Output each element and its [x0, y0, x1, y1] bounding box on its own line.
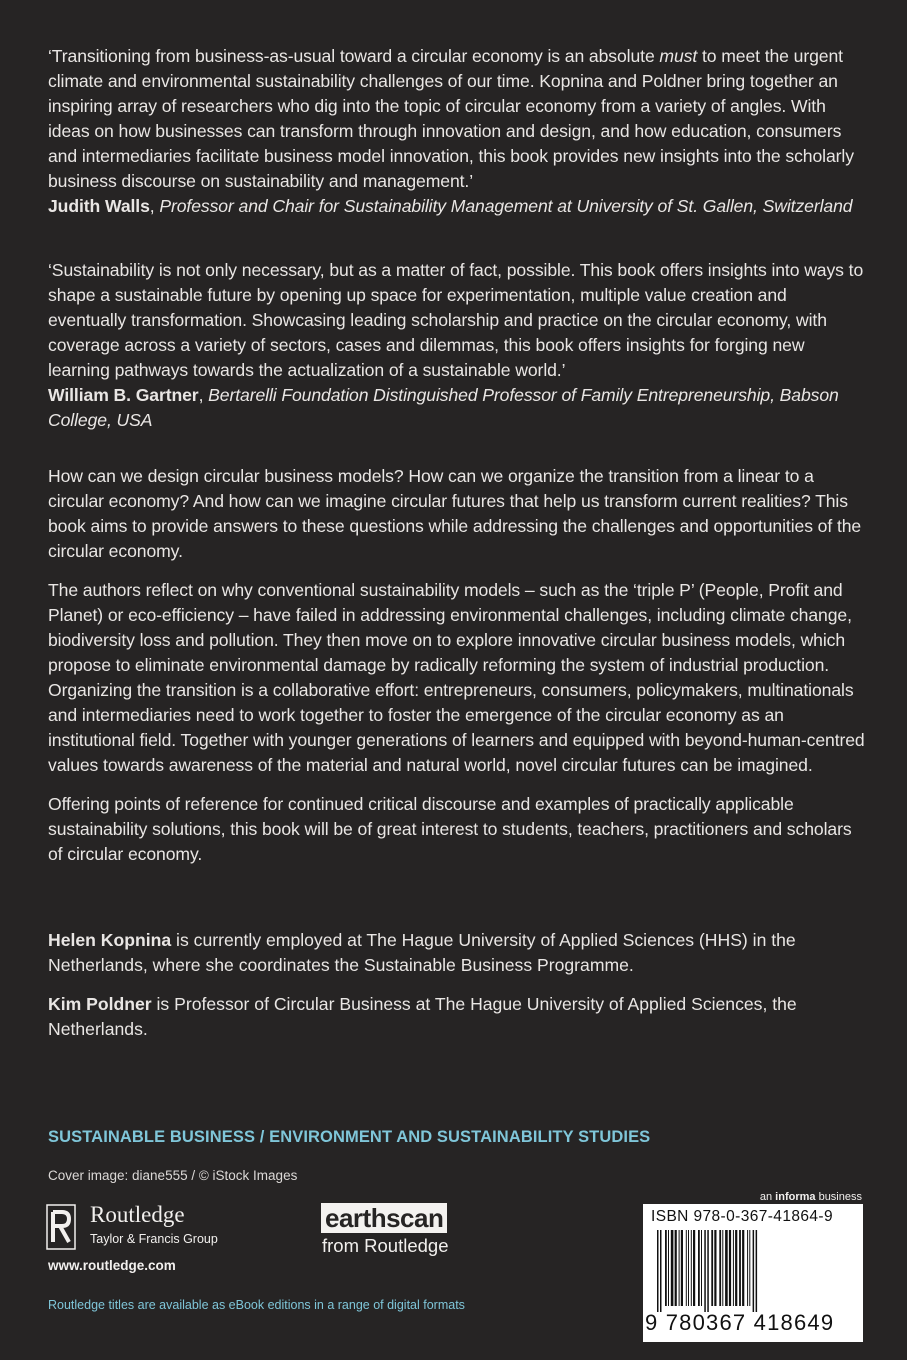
informa-prefix: an — [759, 1191, 776, 1203]
publisher-website[interactable]: www.routledge.com — [48, 1258, 176, 1273]
author-bio — [48, 928, 866, 978]
endorser-title: Professor and Chair for Sustainability Management at University of St. Gallen, Switzerland — [159, 196, 853, 216]
quote-text-start: ‘Transitioning from business-as-usual toward a circular economy is an absolute — [48, 46, 660, 66]
author-name: Helen Kopnina — [48, 930, 172, 950]
informa-suffix: business — [815, 1191, 862, 1203]
endorsement-quote-1 — [48, 44, 866, 219]
barcode-icon — [655, 1230, 855, 1312]
quote-text-end: to meet the urgent climate and environmental sustainability challenges of our time. Kopnina and Poldner bring together an inspiring array of researchers who dig into the topic of circular economy from a variety of angles. With ideas on how businesses can transform through innovation and design, and how education, consumers and intermediaries facilitate business model innovation, this book provides new insights into the scholarly business discourse on sustainability and management.’ — [48, 46, 854, 191]
isbn-label: ISBN 978-0-367-41864-9 — [651, 1208, 833, 1225]
description-paragraph: Offering points of reference for continued critical discourse and examples of practically applicable sustainability solutions, this book will be of great interest to students, teachers, practitioners and scholars of circular economy. — [48, 794, 852, 864]
endorsement-quote-2 — [48, 258, 866, 433]
quote-text: ‘Sustainability is not only necessary, but as a matter of fact, possible. This book offers insights into ways to shape a sustainable future by opening up space for experimentation, multiple value creation and eventually transformation. Showcasing leading scholarship and practice on the circular economy, with coverage across a variety of sectors, cases and dilemmas, this book offers insights for forging new learning pathways towards the actualization of a sustainable world.’ — [48, 260, 864, 380]
author-name: Kim Poldner — [48, 994, 152, 1014]
author-bios — [48, 928, 866, 1056]
earthscan-logo — [321, 1203, 481, 1259]
description-paragraph: The authors reflect on why conventional sustainability models – such as the ‘triple P’ (People, Profit and Planet) or eco-efficiency – have failed in addressing environmental challenges, including climate change, biodiversity loss and pollution. They then move on to explore innovative circular business models, which propose to eliminate environmental damage by radically reforming the system of industrial production. Organizing the transition is a collaborative effort: entrepreneurs, consumers, policymakers, multinationals and intermediaries need to work together to foster the emergence of the circular economy as an institutional field. Together with younger generations of learners and equipped with beyond-human-centred values towards awareness of the material and natural world, novel circular futures can be imagined. — [48, 580, 865, 775]
isbn-barcode — [643, 1204, 863, 1342]
author-bio-text: is currently employed at The Hague University of Applied Sciences (HHS) in the Netherlands, where she coordinates the Sustainable Business Programme. — [48, 930, 796, 975]
ebook-note: Routledge titles are available as eBook editions in a range of digital formats — [48, 1298, 465, 1312]
informa-brand: informa — [775, 1191, 816, 1203]
informa-tagline — [760, 1191, 862, 1203]
cover-image-credit: Cover image: diane555 / © iStock Images — [48, 1168, 298, 1183]
endorser-title: Bertarelli Foundation Distinguished Professor of Family Entrepreneurship, Babson College, USA — [48, 385, 839, 430]
publisher-name: Routledge — [90, 1202, 185, 1227]
description-paragraph: How can we design circular business models? How can we organize the transition from a linear to a circular economy? And how can we imagine circular futures that help us transform current realities? This book aims to provide answers to these questions while addressing the challenges and opportunities of the circular economy. — [48, 466, 862, 561]
author-bio-text: is Professor of Circular Business at The Hague University of Applied Sciences, the Netherlands. — [48, 994, 797, 1039]
book-description — [48, 464, 866, 881]
endorser-name: William B. Gartner — [48, 385, 199, 405]
subject-category: SUSTAINABLE BUSINESS / ENVIRONMENT AND SUSTAINABILITY STUDIES — [48, 1128, 651, 1146]
endorser-line: Judith Walls, Professor and Chair for Sustainability Management at University of St. Gallen, Switzerland — [48, 196, 853, 216]
author-bio — [48, 992, 866, 1042]
routledge-logo — [46, 1204, 236, 1252]
endorser-line: William B. Gartner, Bertarelli Foundation Distinguished Professor of Family Entrepreneurship, Babson College, USA — [48, 385, 839, 430]
routledge-r-icon — [46, 1204, 76, 1250]
imprint-wordmark: earthscan — [321, 1203, 447, 1233]
endorser-name: Judith Walls — [48, 196, 150, 216]
barcode-digits: 9 780367 418649 — [645, 1310, 835, 1335]
imprint-from: from Routledge — [322, 1235, 449, 1256]
quote-emphasis: must — [659, 46, 698, 66]
publisher-group: Taylor & Francis Group — [90, 1232, 218, 1246]
